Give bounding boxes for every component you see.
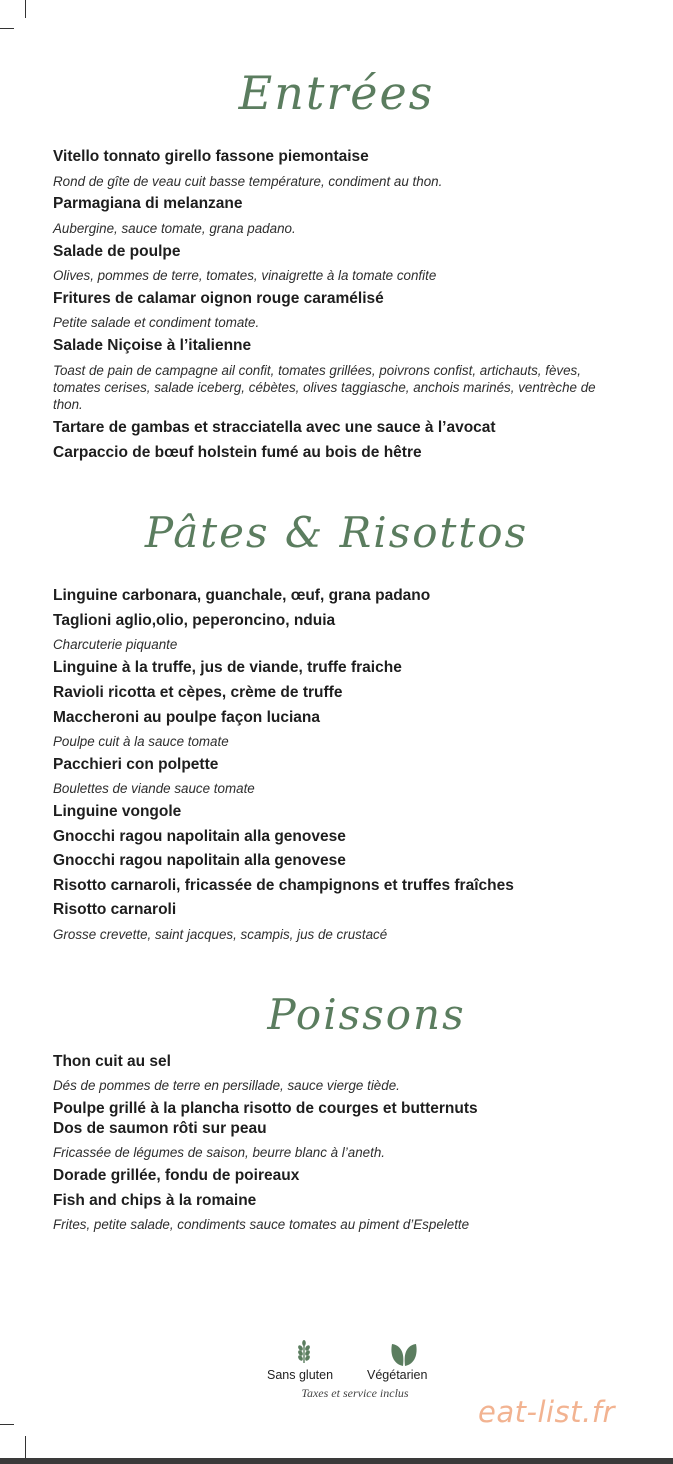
menu-item: Linguine vongole xyxy=(53,803,182,820)
wheat-icon xyxy=(293,1340,315,1364)
menu-item: Pacchieri con polpette xyxy=(53,756,219,773)
legend-gluten-free-label: Sans gluten xyxy=(267,1368,334,1382)
watermark: eat-list.fr xyxy=(478,1395,615,1429)
menu-item: Linguine carbonara, guanchale, œuf, grana padano xyxy=(53,587,431,604)
menu-item: Maccheroni au poulpe façon luciana xyxy=(53,709,320,726)
menu-item: Carpaccio de bœuf holstein fumé au bois de hêtre xyxy=(53,444,422,461)
crop-mark-top-vertical xyxy=(25,0,26,18)
menu-item: Dorade grillée, fondu de poireaux xyxy=(53,1167,300,1184)
section-title-entrees: Entrées xyxy=(238,66,435,120)
menu-item: Fritures de calamar oignon rouge caramélisé xyxy=(53,290,384,307)
menu-item: Taglioni aglio,olio, peperoncino, nduia xyxy=(53,612,336,629)
menu-item-description: Poulpe cuit à la sauce tomate xyxy=(53,734,229,749)
crop-mark-top-horizontal xyxy=(0,28,14,29)
menu-item-description: Toast de pain de campagne ail confit, tomates grillées, poivrons confist, artichauts, fèves, tomates cerises, salade iceberg, cébètes, olives taggiasche, anchois marinés, ventrèche de thon. xyxy=(53,363,596,412)
menu-item: Gnocchi ragou napolitain alla genovese xyxy=(53,852,346,869)
menu-item: Salade de poulpe xyxy=(53,243,181,260)
legend-vegetarian-label: Végétarien xyxy=(367,1368,428,1382)
section-title-poissons: Poissons xyxy=(267,990,466,1039)
menu-item: Tartare de gambas et stracciatella avec une sauce à l’avocat xyxy=(53,419,496,436)
menu-item: Gnocchi ragou napolitain alla genovese xyxy=(53,828,346,845)
menu-item: Dos de saumon rôti sur peau xyxy=(53,1120,267,1137)
menu-item: Linguine à la truffe, jus de viande, truffe fraiche xyxy=(53,659,402,676)
section-title-pates-risottos: Pâtes & Risottos xyxy=(144,508,529,557)
menu-item: Ravioli ricotta et cèpes, crème de truffe xyxy=(53,684,343,701)
menu-item-description: Dés de pommes de terre en persillade, sauce vierge tiède. xyxy=(53,1078,400,1093)
menu-item-description: Aubergine, sauce tomate, grana padano. xyxy=(53,221,296,236)
menu-item-description: Rond de gîte de veau cuit basse température, condiment au thon. xyxy=(53,174,443,189)
menu-item-description: Grosse crevette, saint jacques, scampis, jus de crustacé xyxy=(53,927,388,942)
menu-item: Fish and chips à la romaine xyxy=(53,1192,257,1209)
leaf-icon xyxy=(389,1340,419,1368)
taxes-note: Taxes et service inclus xyxy=(301,1386,409,1400)
menu-item: Vitello tonnato girello fassone piemontaise xyxy=(53,148,369,165)
menu-item: Thon cuit au sel xyxy=(53,1053,171,1070)
bottom-edge-bar xyxy=(0,1458,673,1464)
menu-item: Risotto carnaroli xyxy=(53,901,177,918)
menu-item: Risotto carnaroli, fricassée de champignons et truffes fraîches xyxy=(53,877,514,894)
menu-item: Salade Niçoise à l’italienne xyxy=(53,337,252,354)
menu-item-description: Frites, petite salade, condiments sauce tomates au piment d’Espelette xyxy=(53,1217,470,1232)
menu-item-description: Boulettes de viande sauce tomate xyxy=(53,781,255,796)
menu-item-description: Fricassée de légumes de saison, beurre blanc à l’aneth. xyxy=(53,1145,385,1160)
menu-item-description: Petite salade et condiment tomate. xyxy=(53,315,260,330)
menu-item: Poulpe grillé à la plancha risotto de courges et butternuts xyxy=(53,1100,478,1117)
menu-item-description: Charcuterie piquante xyxy=(53,637,178,652)
menu-item-description: Olives, pommes de terre, tomates, vinaigrette à la tomate confite xyxy=(53,268,437,283)
crop-mark-bottom-horizontal xyxy=(0,1424,14,1425)
crop-mark-bottom-vertical xyxy=(25,1436,26,1458)
menu-item: Parmagiana di melanzane xyxy=(53,195,243,212)
